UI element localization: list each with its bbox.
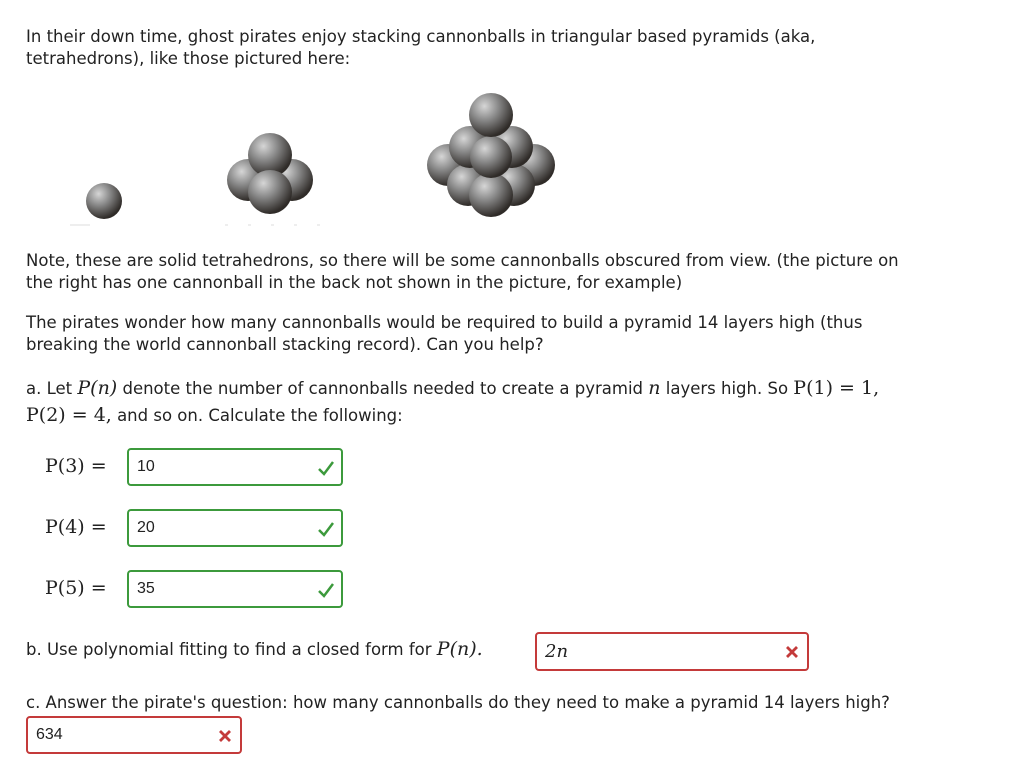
part-b-prefix: b. Use polynomial fitting to find a closed form for xyxy=(26,640,437,659)
note-text xyxy=(26,250,986,294)
intro-line-1: In their down time, ghost pirates enjoy stacking cannonballs in triangular based pyramids (aka, xyxy=(26,27,816,46)
part-b-text xyxy=(26,638,546,661)
pyramid-14-answer-value: 634 xyxy=(36,726,63,743)
p5-answer-value: 35 xyxy=(137,580,155,597)
p3-answer-value: 10 xyxy=(137,458,155,475)
pyramid-1-layer xyxy=(86,183,122,219)
check-icon xyxy=(317,520,335,538)
part-a-prefix: a. Let xyxy=(26,379,78,398)
note-line-1: Note, these are solid tetrahedrons, so there will be some cannonballs obscured from view. (the picture on xyxy=(26,251,899,270)
x-mark-icon xyxy=(783,643,801,661)
part-a-text xyxy=(26,375,986,429)
question-line-1: The pirates wonder how many cannonballs would be required to build a pyramid 14 layers high (thus xyxy=(26,313,863,332)
x-mark-icon xyxy=(216,727,234,745)
cannonball-pyramids-image xyxy=(0,85,700,235)
part-a-n: n xyxy=(648,377,661,399)
part-a-line-1 xyxy=(26,375,986,402)
note-line-2: the right has one cannonball in the back not shown in the picture, for example) xyxy=(26,273,683,292)
p4-label: P(4) = xyxy=(45,516,107,538)
pyramid-2-layers xyxy=(227,133,313,214)
check-icon xyxy=(317,581,335,599)
p4-answer-value: 20 xyxy=(137,519,155,536)
part-a-mid1: denote the number of cannonballs needed to create a pyramid xyxy=(117,379,649,398)
question-line-2: breaking the world cannonball stacking record). Can you help? xyxy=(26,335,544,354)
part-c-text: c. Answer the pirate's question: how many cannonballs do they need to make a pyramid 14 layers high? xyxy=(26,693,890,712)
part-a-mid2: layers high. So xyxy=(660,379,794,398)
part-a-line-2 xyxy=(26,402,986,429)
question-text xyxy=(26,312,986,356)
part-b-pn: P(n). xyxy=(436,638,483,660)
check-icon xyxy=(317,459,335,477)
p3-label: P(3) = xyxy=(45,455,107,477)
part-a-p2: P(2) = 4, xyxy=(26,404,112,426)
part-a-suffix: and so on. Calculate the following: xyxy=(111,406,403,425)
p4-answer-input[interactable] xyxy=(127,509,343,547)
closed-form-input[interactable] xyxy=(535,632,809,671)
p5-answer-input[interactable] xyxy=(127,570,343,608)
part-a-pn: P(n) xyxy=(77,377,118,399)
p3-answer-input[interactable] xyxy=(127,448,343,486)
intro-text xyxy=(26,26,986,70)
part-a-p1: P(1) = 1, xyxy=(793,377,880,399)
pyramid-14-answer-input[interactable] xyxy=(26,716,242,754)
closed-form-value: 2n xyxy=(545,641,569,662)
intro-line-2: tetrahedrons), like those pictured here: xyxy=(26,49,351,68)
pyramid-3-layers xyxy=(427,93,555,217)
p5-label: P(5) = xyxy=(45,577,107,599)
